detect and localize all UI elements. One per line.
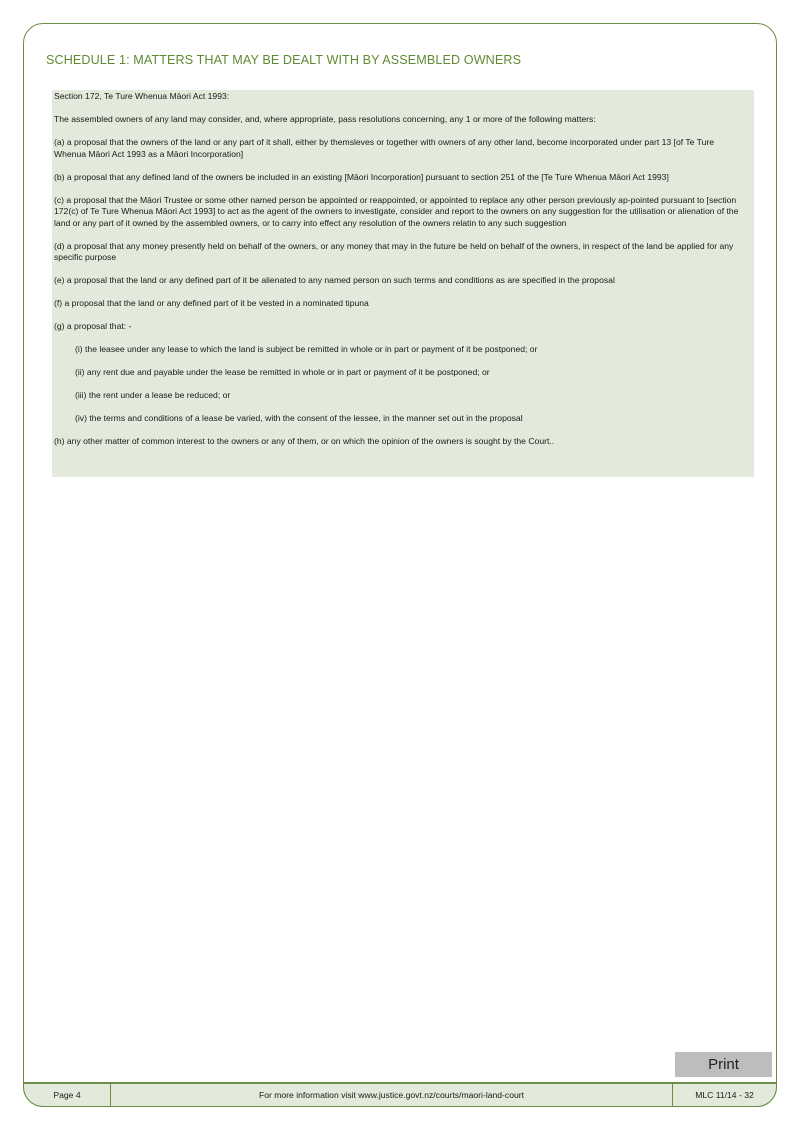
footer-info-link[interactable]: For more information visit www.justice.govt.nz/courts/maori-land-court: [111, 1084, 673, 1106]
matter-item-f: (f) a proposal that the land or any defined part of it be vested in a nominated tipuna: [54, 298, 369, 308]
footer-form-code: MLC 11/14 - 32: [695, 1090, 754, 1100]
print-button[interactable]: Print: [675, 1052, 772, 1077]
footer-page-number: Page 4: [24, 1084, 111, 1106]
intro-paragraph: The assembled owners of any land may consider, and, where appropriate, pass resolutions concerning, any 1 or more of the following matters:: [54, 114, 596, 124]
matter-subitem-g-i: (i) the leasee under any lease to which the land is subject be remitted in whole or in part or payment of it be postponed; or: [75, 344, 538, 354]
matter-item-a: (a) a proposal that the owners of the land or any part of it shall, either by themsleves or together with owners of any other land, become incorporated under part 13 [of Te Ture Whenua Māori Act 1993 as a Māori Incorporation]: [54, 137, 715, 159]
matter-subitem-g-iii: (iii) the rent under a lease be reduced; or: [75, 390, 231, 400]
matter-item-d: (d) a proposal that any money presently held on behalf of the owners, or any money that may in the future be held on behalf of the owners, in respect of the land be applied for any specific purpose: [54, 240, 734, 262]
schedule-heading: SCHEDULE 1: MATTERS THAT MAY BE DEALT WITH BY ASSEMBLED OWNERS: [46, 53, 522, 67]
matter-item-e: (e) a proposal that the land or any defined part of it be alienated to any named person on such terms and conditions as are specified in the proposal: [54, 275, 615, 285]
matter-item-g: (g) a proposal that: -: [54, 321, 132, 331]
matter-subitem-g-ii: (ii) any rent due and payable under the lease be remitted in whole or in part or payment of it be postponed; or: [75, 367, 490, 377]
matter-item-c: (c) a proposal that the Māori Trustee or some other named person be appointed or reappointed, or appointed to replace any other person previously ap-pointed pursuant to [section 172(c) of Te Ture Whenua Māori Act 1993] to act as the agent of the owners to investigate, consider and report to the owners on any suggestion for the utilisation or alienation of the land or any part of it owned by the assembled owners, or to carry into effect any resolution of the owners relatin to any such suggestion: [54, 194, 739, 228]
section-reference: Section 172, Te Ture Whenua Māori Act 1993:: [54, 91, 230, 101]
matter-item-b: (b) a proposal that any defined land of the owners be included in an existing [Māori Incorporation] pursuant to section 251 of the [Te Ture Whenua Māori Act 1993]: [54, 171, 669, 182]
matter-subitem-g-iv: (iv) the terms and conditions of a lease be varied, with the consent of the lessee, in the manner set out in the proposal: [75, 413, 523, 423]
matter-item-h: (h) any other matter of common interest to the owners or any of them, or on which the opinion of the owners is sought by the Court..: [54, 436, 555, 446]
page-footer: [23, 1082, 777, 1107]
schedule-content-panel: [52, 90, 754, 477]
